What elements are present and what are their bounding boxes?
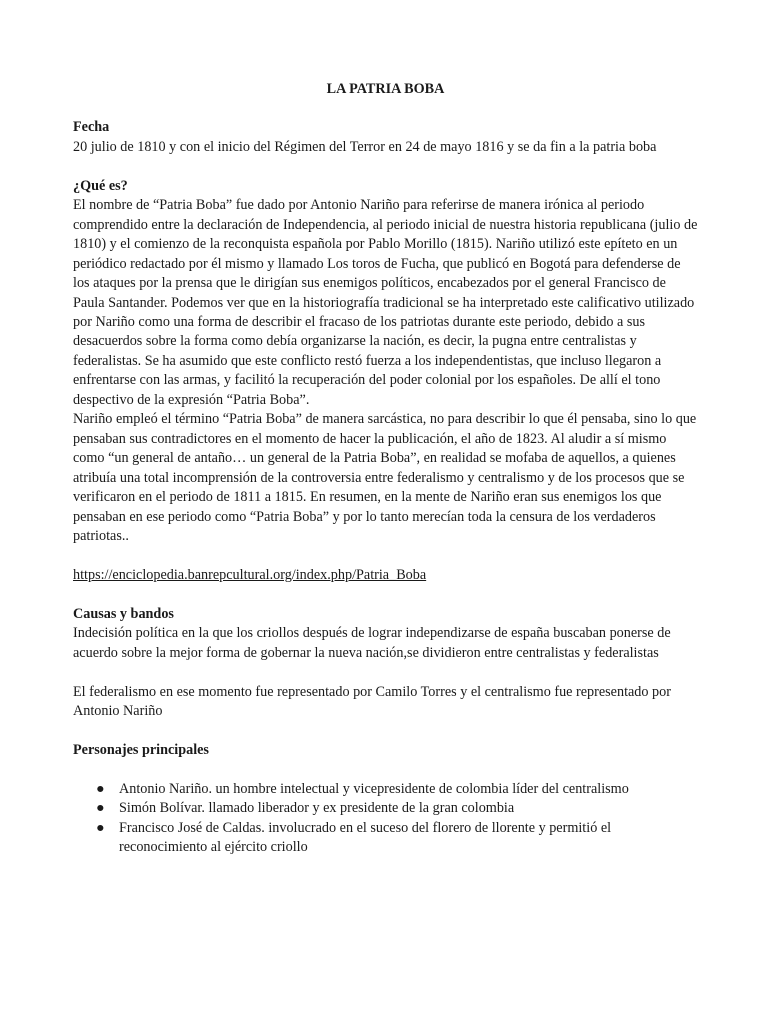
spacer bbox=[73, 760, 698, 779]
list-item-text: Simón Bolívar. llamado liberador y ex presidente de la gran colombia bbox=[119, 800, 515, 817]
personajes-heading: Personajes principales bbox=[73, 741, 209, 758]
list-item bbox=[73, 780, 698, 799]
spacer bbox=[73, 663, 698, 682]
list-item-text: Francisco José de Caldas. involucrado en el suceso del florero de llorente y permitió el reconocimiento al ejército criollo bbox=[119, 819, 612, 856]
personajes-list bbox=[73, 780, 698, 858]
que-es-paragraph-2: Nariño empleó el término “Patria Boba” de manera sarcástica, no para describir lo que él pensaba, sino lo que pensaban sus contradictores en el momento de hacer la publicación, el año de 1823. Al aludir a sí mismo como “un general de antaño… un general de la Patria Boba”, en realidad se mofaba de aquellos, a quienes atribuía una total incomprensión de la controversia entre federalismo y centralismo y de los procesos que se verificaron en el periodo de 1811 a 1815. En resumen, en la mente de Nariño eran sus enemigos los que pensaban en ese periodo como “Patria Boba” y por lo tanto merecían toda la censura de los verdaderos patriotas.. bbox=[73, 411, 697, 544]
list-item bbox=[73, 799, 698, 818]
spacer bbox=[73, 157, 698, 176]
que-es-heading: ¿Qué es? bbox=[73, 177, 128, 194]
que-es-paragraph-1: El nombre de “Patria Boba” fue dado por Antonio Nariño para referirse de manera irónica al periodo comprendido entre la declaración de Independencia, al periodo inicial de nuestra historia republicana (julio de 1810) y el comienzo de la reconquista española por Pablo Morillo (1815). Nariño utilizó este epíteto en un periódico redactado por él mismo y llamado Los toros de Fucha, que publicó en Bogotá para defenderse de los ataques por la prensa que le dirigían sus enemigos políticos, encabezados por el general Francisco de Paula Santander. Podemos ver que en la historiografía tradicional se ha interpretado este calificativo utilizado por Nariño como una forma de describir el fracaso de los patriotas durante este periodo, debido a sus desacuerdos sobre la forma como debía organizarse la nación, es decir, la pugna entre centralistas y federalistas. Se ha asumido que este conflicto restó fuerza a los independentistas, que incluso llegaron a enfrentarse con las armas, y facilitó la recuperación del poder colonial por los españoles. De allí el tono despectivo de la expresión “Patria Boba”. bbox=[73, 197, 698, 408]
document-title: LA PATRIA BOBA bbox=[326, 81, 445, 97]
fecha-text: 20 julio de 1810 y con el inicio del Régimen del Terror en 24 de mayo 1816 y se da fin a la patria boba bbox=[73, 138, 657, 155]
spacer bbox=[73, 585, 698, 604]
spacer bbox=[73, 546, 698, 565]
list-item-text: Antonio Nariño. un hombre intelectual y vicepresidente de colombia líder del centralismo bbox=[119, 780, 629, 797]
source-link[interactable]: https://enciclopedia.banrepcultural.org/index.php/Patria_Boba bbox=[73, 566, 427, 583]
list-item bbox=[73, 819, 698, 858]
causas-paragraph-2: El federalismo en ese momento fue representado por Camilo Torres y el centralismo fue representado por Antonio Nariño bbox=[73, 683, 671, 719]
causas-paragraph-1: Indecisión política en la que los criollos después de lograr independizarse de españa buscaban ponerse de acuerdo sobre la mejor forma de gobernar la nueva nación,se dividieron entre centralistas y federalistas bbox=[73, 625, 671, 661]
bullet-icon: ● bbox=[96, 800, 105, 817]
bullet-icon: ● bbox=[96, 819, 105, 836]
fecha-heading: Fecha bbox=[73, 119, 110, 136]
document-page bbox=[73, 80, 698, 858]
bullet-icon: ● bbox=[96, 780, 105, 797]
spacer bbox=[73, 721, 698, 740]
causas-heading: Causas y bandos bbox=[73, 605, 174, 622]
